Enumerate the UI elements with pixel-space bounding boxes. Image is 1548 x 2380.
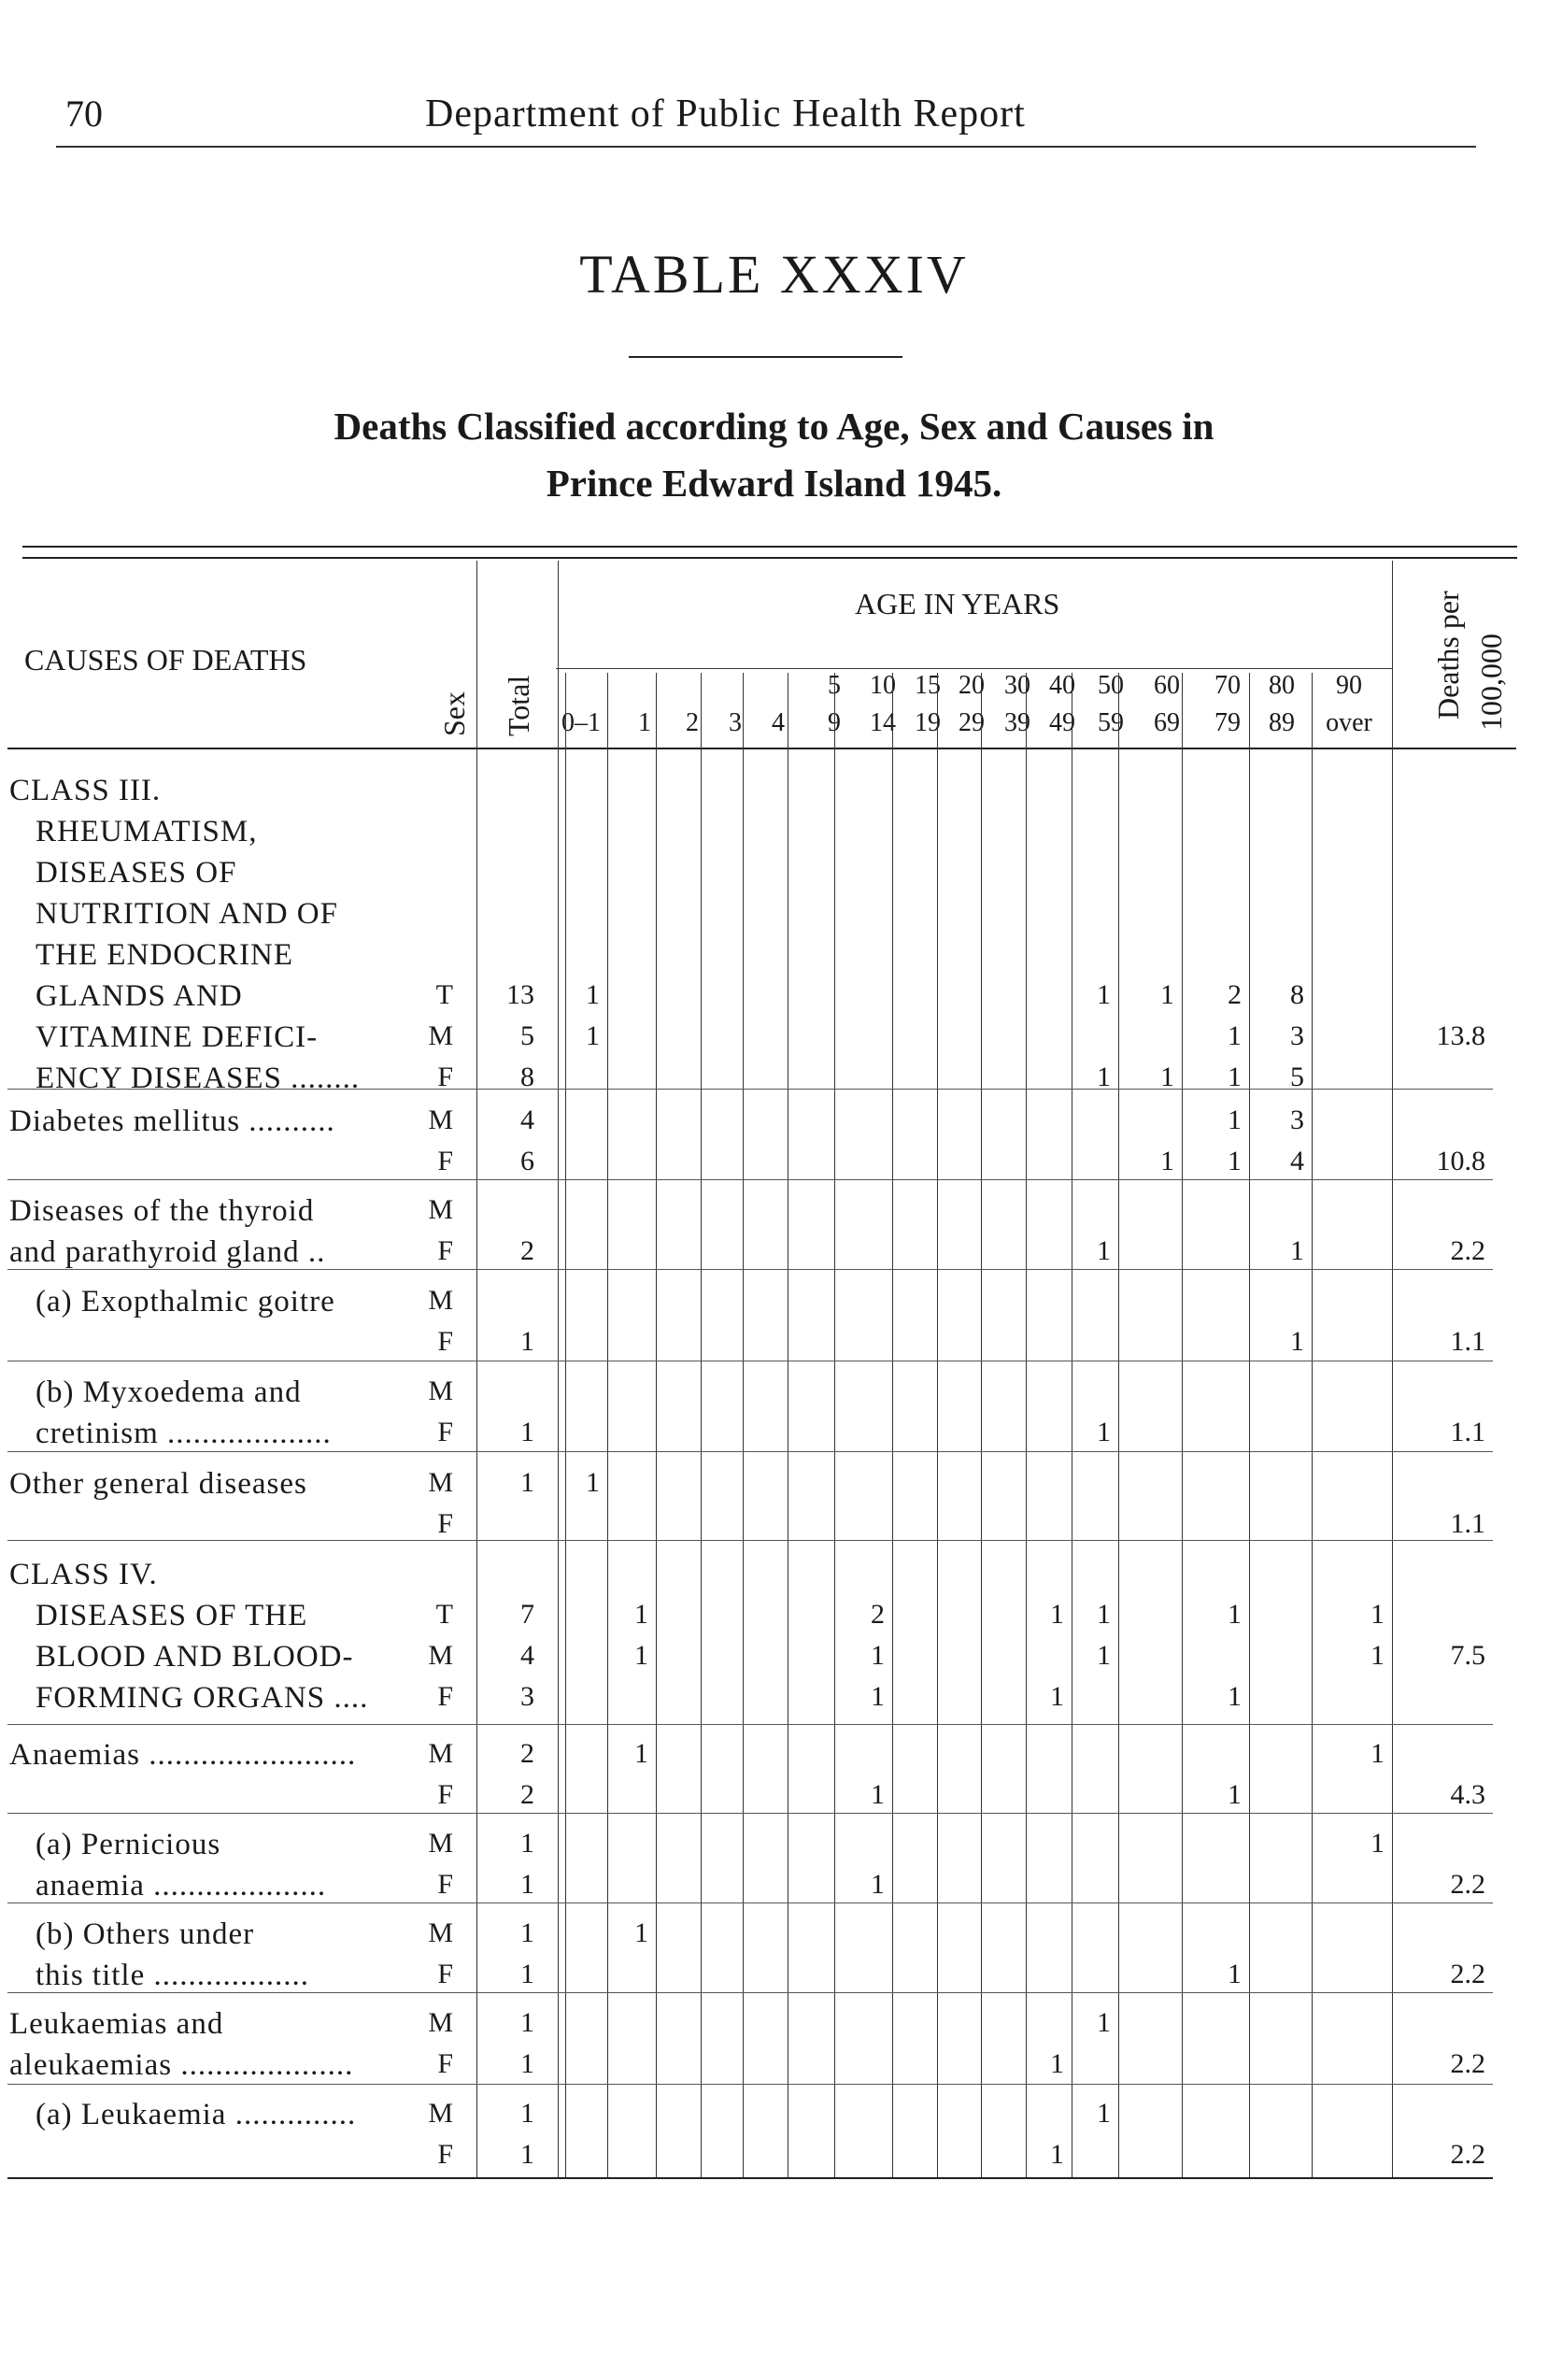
age-cell: 1 xyxy=(1050,2139,1064,2170)
header-causes: CAUSES OF DEATHS xyxy=(24,643,307,677)
age-cell: 1 xyxy=(1228,1020,1242,1051)
age-cell: 1 xyxy=(1370,1640,1385,1671)
age-cell: 1 xyxy=(1228,1959,1242,1989)
sex-cell: M xyxy=(428,1194,453,1225)
title-rule xyxy=(629,356,902,358)
age-cell: 3 xyxy=(1290,1020,1304,1051)
age-cell: 1 xyxy=(634,1640,648,1671)
header-rule xyxy=(56,146,1476,148)
sex-cell: F xyxy=(437,1062,453,1092)
age-cell: 8 xyxy=(1290,979,1304,1010)
age-cell: 1 xyxy=(634,1738,648,1769)
age-column-header: 39 xyxy=(1004,708,1030,737)
rate-cell: 7.5 xyxy=(1450,1640,1485,1671)
age-cell: 2 xyxy=(871,1599,885,1630)
cause-text: this title .................. xyxy=(36,1959,309,1992)
total-cell: 4 xyxy=(520,1104,534,1135)
row-rule xyxy=(7,1451,1493,1452)
age-cell: 1 xyxy=(1097,2098,1111,2129)
age-cell: 1 xyxy=(1290,1235,1304,1266)
column-rule xyxy=(1026,673,1027,2177)
age-column-header: 40 xyxy=(1049,671,1075,700)
sex-cell: M xyxy=(428,2007,453,2038)
age-column-header: 70 xyxy=(1214,671,1241,700)
cause-text: Leukaemias and xyxy=(9,2007,224,2041)
total-cell: 13 xyxy=(506,979,534,1010)
cause-text: BLOOD AND BLOOD- xyxy=(36,1640,354,1674)
rate-cell: 10.8 xyxy=(1436,1146,1485,1176)
sex-cell: F xyxy=(437,1417,453,1447)
sex-cell: M xyxy=(428,1375,453,1406)
total-cell: 2 xyxy=(520,1235,534,1266)
table-top-rule-inner xyxy=(22,557,1517,559)
rate-cell: 4.3 xyxy=(1450,1779,1485,1810)
age-cell: 1 xyxy=(871,1869,885,1900)
cause-text: NUTRITION AND OF xyxy=(36,897,338,931)
column-rule xyxy=(656,673,657,2177)
column-rule xyxy=(1249,673,1250,2177)
sex-cell: M xyxy=(428,1640,453,1671)
page-number: 70 xyxy=(65,93,103,135)
column-rule xyxy=(937,673,938,2177)
age-cell: 1 xyxy=(1228,1599,1242,1630)
column-rule xyxy=(892,673,893,2177)
rate-cell: 2.2 xyxy=(1450,2048,1485,2079)
age-cell: 1 xyxy=(586,979,600,1010)
age-column-header: 60 xyxy=(1154,671,1180,700)
sex-cell: T xyxy=(435,1599,453,1630)
age-cell: 3 xyxy=(1290,1104,1304,1135)
column-rule xyxy=(1118,673,1119,2177)
cause-text: DISEASES OF THE xyxy=(36,1599,308,1632)
total-cell: 2 xyxy=(520,1738,534,1769)
cause-text: Diabetes mellitus .......... xyxy=(9,1104,335,1138)
table-subtitle-line-1: Deaths Classified according to Age, Sex and Causes in xyxy=(334,405,1214,448)
header-total: Total xyxy=(502,675,535,736)
cause-text: CLASS IV. xyxy=(9,1558,158,1591)
cause-text: VITAMINE DEFICI- xyxy=(36,1020,319,1054)
column-rule xyxy=(701,673,702,2177)
age-column-header: 10 xyxy=(870,671,896,700)
age-cell: 5 xyxy=(1290,1062,1304,1092)
sex-cell: M xyxy=(428,1104,453,1135)
age-cell: 1 xyxy=(1050,1599,1064,1630)
cause-text: (a) Pernicious xyxy=(36,1828,221,1861)
total-cell: 7 xyxy=(520,1599,534,1630)
age-cell: 1 xyxy=(1370,1738,1385,1769)
cause-text: THE ENDOCRINE xyxy=(36,938,294,972)
sex-cell: F xyxy=(437,1235,453,1266)
total-cell: 6 xyxy=(520,1146,534,1176)
age-column-header: 3 xyxy=(729,708,742,737)
age-cell: 1 xyxy=(634,1599,648,1630)
cause-text: (b) Myxoedema and xyxy=(36,1375,302,1409)
age-column-header: 14 xyxy=(870,708,896,737)
sex-cell: M xyxy=(428,1285,453,1316)
column-rule xyxy=(565,673,566,2177)
age-cell: 1 xyxy=(1050,2048,1064,2079)
column-rule xyxy=(607,673,608,2177)
age-cell: 1 xyxy=(1097,979,1111,1010)
total-cell: 1 xyxy=(520,1869,534,1900)
column-rule xyxy=(743,673,744,2177)
total-cell: 1 xyxy=(520,1326,534,1357)
sex-cell: M xyxy=(428,1467,453,1498)
sex-cell: F xyxy=(437,1146,453,1176)
age-column-header: 4 xyxy=(772,708,785,737)
cause-text: (a) Leukaemia .............. xyxy=(36,2098,357,2131)
rate-cell: 1.1 xyxy=(1450,1326,1485,1357)
row-rule xyxy=(7,1269,1493,1270)
total-cell: 3 xyxy=(520,1681,534,1712)
header-sex: Sex xyxy=(437,691,471,736)
total-cell: 1 xyxy=(520,2048,534,2079)
rate-cell: 13.8 xyxy=(1436,1020,1485,1051)
age-column-header: 90 xyxy=(1336,671,1362,700)
cause-text: cretinism ................... xyxy=(36,1417,332,1450)
sex-cell: M xyxy=(428,1917,453,1948)
column-rule xyxy=(981,673,982,2177)
total-cell: 1 xyxy=(520,2098,534,2129)
age-column-header: 19 xyxy=(915,708,941,737)
age-cell: 1 xyxy=(1228,1062,1242,1092)
table-top-rule xyxy=(22,546,1517,548)
row-rule xyxy=(7,1540,1493,1541)
age-column-header: 50 xyxy=(1098,671,1124,700)
total-cell: 1 xyxy=(520,2139,534,2170)
column-rule xyxy=(476,561,477,2177)
age-cell: 1 xyxy=(1160,1146,1174,1176)
age-cell: 1 xyxy=(634,1917,648,1948)
cause-text: FORMING ORGANS .... xyxy=(36,1681,369,1715)
age-cell: 1 xyxy=(1097,1417,1111,1447)
total-cell: 1 xyxy=(520,1917,534,1948)
column-rule xyxy=(558,561,559,2177)
total-cell: 2 xyxy=(520,1779,534,1810)
age-cell: 1 xyxy=(1228,1104,1242,1135)
age-column-header: 15 xyxy=(915,671,941,700)
age-cell: 1 xyxy=(1228,1779,1242,1810)
total-cell: 1 xyxy=(520,2007,534,2038)
age-cell: 2 xyxy=(1228,979,1242,1010)
cause-text: RHEUMATISM, xyxy=(36,815,258,848)
column-rule xyxy=(1392,561,1393,2177)
row-rule xyxy=(7,1992,1493,1993)
sex-cell: F xyxy=(437,1508,453,1539)
cause-text: GLANDS AND xyxy=(36,979,243,1013)
column-rule xyxy=(1182,673,1183,2177)
cause-text: Diseases of the thyroid xyxy=(9,1194,315,1228)
cause-text: CLASS III. xyxy=(9,774,162,807)
age-column-header: 9 xyxy=(828,708,841,737)
row-rule xyxy=(7,2084,1493,2085)
age-cell: 1 xyxy=(586,1020,600,1051)
sex-cell: F xyxy=(437,2048,453,2079)
cause-text: (a) Exopthalmic goitre xyxy=(36,1285,335,1318)
cause-text: aleukaemias .................... xyxy=(9,2048,354,2082)
row-rule xyxy=(7,1089,1493,1090)
header-age-in-years: AGE IN YEARS xyxy=(855,587,1060,620)
rate-cell: 2.2 xyxy=(1450,1959,1485,1989)
age-header-rule xyxy=(556,668,1392,669)
age-column-header: 29 xyxy=(959,708,985,737)
age-column-header: 79 xyxy=(1214,708,1241,737)
total-cell: 5 xyxy=(520,1020,534,1051)
age-cell: 1 xyxy=(1290,1326,1304,1357)
sex-cell: F xyxy=(437,1681,453,1712)
running-title: Department of Public Health Report xyxy=(425,93,1026,135)
column-rule xyxy=(1312,673,1313,2177)
cause-text: and parathyroid gland .. xyxy=(9,1235,326,1269)
total-cell: 4 xyxy=(520,1640,534,1671)
row-rule xyxy=(7,1179,1493,1180)
total-cell: 1 xyxy=(520,1467,534,1498)
age-cell: 1 xyxy=(1097,1640,1111,1671)
age-column-header: 5 xyxy=(828,671,841,700)
sex-cell: M xyxy=(428,1828,453,1859)
age-column-header: 59 xyxy=(1098,708,1124,737)
age-column-header: 1 xyxy=(638,708,651,737)
age-cell: 4 xyxy=(1290,1146,1304,1176)
sex-cell: F xyxy=(437,1779,453,1810)
age-column-header: 49 xyxy=(1049,708,1075,737)
age-column-header: 20 xyxy=(959,671,985,700)
age-cell: 1 xyxy=(1160,979,1174,1010)
age-cell: 1 xyxy=(1097,2007,1111,2038)
rate-cell: 2.2 xyxy=(1450,1869,1485,1900)
sex-cell: F xyxy=(437,1869,453,1900)
age-cell: 1 xyxy=(1097,1062,1111,1092)
sex-cell: M xyxy=(428,2098,453,2129)
age-cell: 1 xyxy=(871,1640,885,1671)
rate-cell: 1.1 xyxy=(1450,1417,1485,1447)
age-cell: 1 xyxy=(871,1779,885,1810)
header-bottom-rule xyxy=(7,748,1516,749)
age-cell: 1 xyxy=(1160,1062,1174,1092)
age-cell: 1 xyxy=(1097,1599,1111,1630)
age-cell: 1 xyxy=(1370,1828,1385,1859)
total-cell: 1 xyxy=(520,1417,534,1447)
age-cell: 1 xyxy=(1228,1681,1242,1712)
age-column-header: 2 xyxy=(686,708,699,737)
sex-cell: M xyxy=(428,1738,453,1769)
row-rule xyxy=(7,1724,1493,1725)
age-column-header: over xyxy=(1326,708,1372,737)
header-rate-line-2: 100,000 xyxy=(1474,634,1508,731)
sex-cell: F xyxy=(437,2139,453,2170)
table-subtitle-line-2: Prince Edward Island 1945. xyxy=(546,462,1002,505)
age-column-header: 0–1 xyxy=(561,708,601,737)
age-cell: 1 xyxy=(871,1681,885,1712)
column-rule xyxy=(834,673,835,2177)
rate-cell: 2.2 xyxy=(1450,1235,1485,1266)
sex-cell: F xyxy=(437,1959,453,1989)
total-cell: 8 xyxy=(520,1062,534,1092)
row-rule xyxy=(7,1813,1493,1814)
rate-cell: 2.2 xyxy=(1450,2139,1485,2170)
cause-text: anaemia .................... xyxy=(36,1869,327,1903)
sex-cell: M xyxy=(428,1020,453,1051)
cause-text: (b) Others under xyxy=(36,1917,255,1951)
age-cell: 1 xyxy=(1228,1146,1242,1176)
cause-text: Anaemias ........................ xyxy=(9,1738,357,1772)
age-cell: 1 xyxy=(1097,1235,1111,1266)
cause-text: DISEASES OF xyxy=(36,856,237,890)
table-bottom-rule xyxy=(7,2177,1493,2179)
age-column-header: 30 xyxy=(1004,671,1030,700)
total-cell: 1 xyxy=(520,1959,534,1989)
age-cell: 1 xyxy=(1370,1599,1385,1630)
cause-text: ENCY DISEASES ........ xyxy=(36,1062,361,1095)
table-title: TABLE XXXIV xyxy=(579,244,969,305)
sex-cell: F xyxy=(437,1326,453,1357)
sex-cell: T xyxy=(435,979,453,1010)
header-rate-line-1: Deaths per xyxy=(1431,591,1465,720)
cause-text: Other general diseases xyxy=(9,1467,307,1501)
age-cell: 1 xyxy=(1050,1681,1064,1712)
age-column-header: 80 xyxy=(1269,671,1295,700)
rate-cell: 1.1 xyxy=(1450,1508,1485,1539)
total-cell: 1 xyxy=(520,1828,534,1859)
age-cell: 1 xyxy=(586,1467,600,1498)
age-column-header: 69 xyxy=(1154,708,1180,737)
age-column-header: 89 xyxy=(1269,708,1295,737)
